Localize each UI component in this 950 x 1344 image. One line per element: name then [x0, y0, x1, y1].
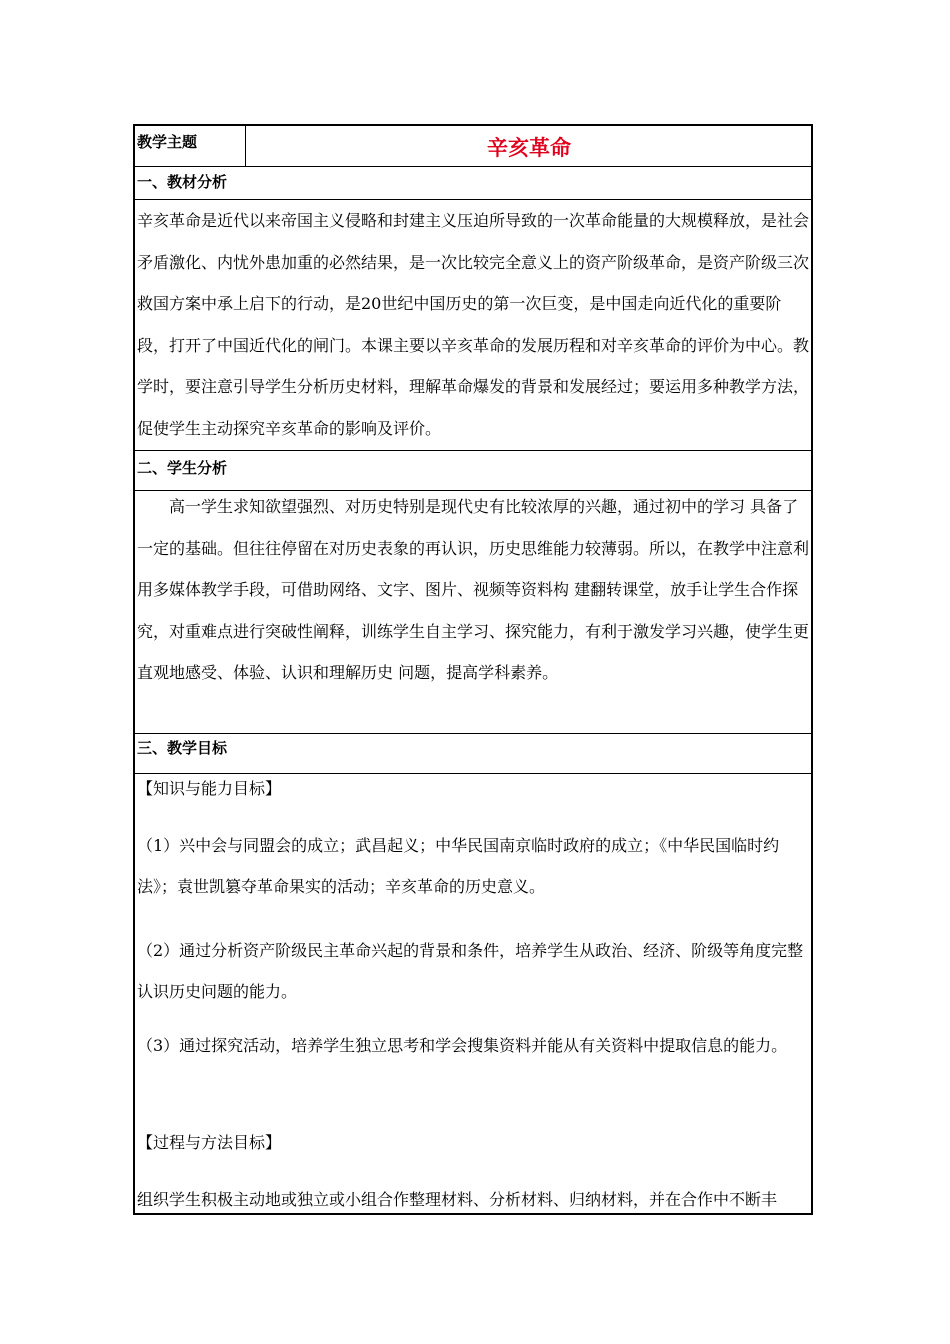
divider	[135, 733, 811, 734]
section2-heading: 二、学生分析	[137, 459, 228, 477]
divider	[135, 166, 811, 167]
topic-label: 教学主题	[137, 133, 198, 151]
process-goals-text: 组织学生积极主动地或独立或小组合作整理材料、分析材料、归纳材料，并在合作中不断丰	[137, 1190, 778, 1209]
divider	[135, 450, 811, 451]
section1-heading: 一、教材分析	[137, 173, 228, 191]
goal-item-2: （2）通过分析资产阶级民主革命兴起的背景和条件，培养学生从政治、经济、阶级等角度完整认识历史问题的能力。	[137, 941, 804, 1001]
goal-item-3: （3）通过探究活动，培养学生独立思考和学会搜集资料并能从有关资料中提取信息的能力。	[137, 1036, 788, 1055]
section3-heading: 三、教学目标	[137, 739, 228, 757]
column-divider	[245, 126, 246, 166]
goal-item-1: （1）兴中会与同盟会的成立；武昌起义；中华民国南京临时政府的成立；《中华民国临时约法》；袁世凯篡夺革命果实的活动；辛亥革命的历史意义。	[137, 836, 780, 896]
process-goals-label: 【过程与方法目标】	[137, 1133, 282, 1152]
section1-text: 辛亥革命是近代以来帝国主义侵略和封建主义压迫所导致的一次革命能量的大规模释放，是社会矛盾激化、内忧外患加重的必然结果，是一次比较完全意义上的资产阶级革命，是资产阶级三次救国方案中承上启下的行动，是20世纪中国历史的第一次巨变，是中国走向近代化的重要阶段，打开了中国近代化的闸门。本课主要以辛亥革命的发展历程和对辛亥革命的评价为中心。教学时，要注意引导学生分析历史材料，理解革命爆发的背景和发展经过；要运用多种教学方法，促使学生主动探究辛亥革命的影响及评价。	[137, 211, 810, 438]
section2-text: 高一学生求知欲望强烈、对历史特别是现代史有比较浓厚的兴趣，通过初中的学习 具备了一定的基础。但往往停留在对历史表象的再认识，历史思维能力较薄弱。所以，在教学中注意利用多媒体教学手段，可借助网络、文字、图片、视频等资料构 建翻转课堂，放手让学生合作探究，对重难点进行突破性阐释，训练学生自主学习、探究能力，有利于激发学习兴趣，使学生更直观地感受、体验、认识和理解历史 问题，提高学科素养。	[137, 497, 810, 682]
page-title: 辛亥革命	[487, 136, 571, 160]
lesson-plan-table	[133, 124, 813, 1215]
knowledge-goals-label: 【知识与能力目标】	[137, 779, 282, 798]
